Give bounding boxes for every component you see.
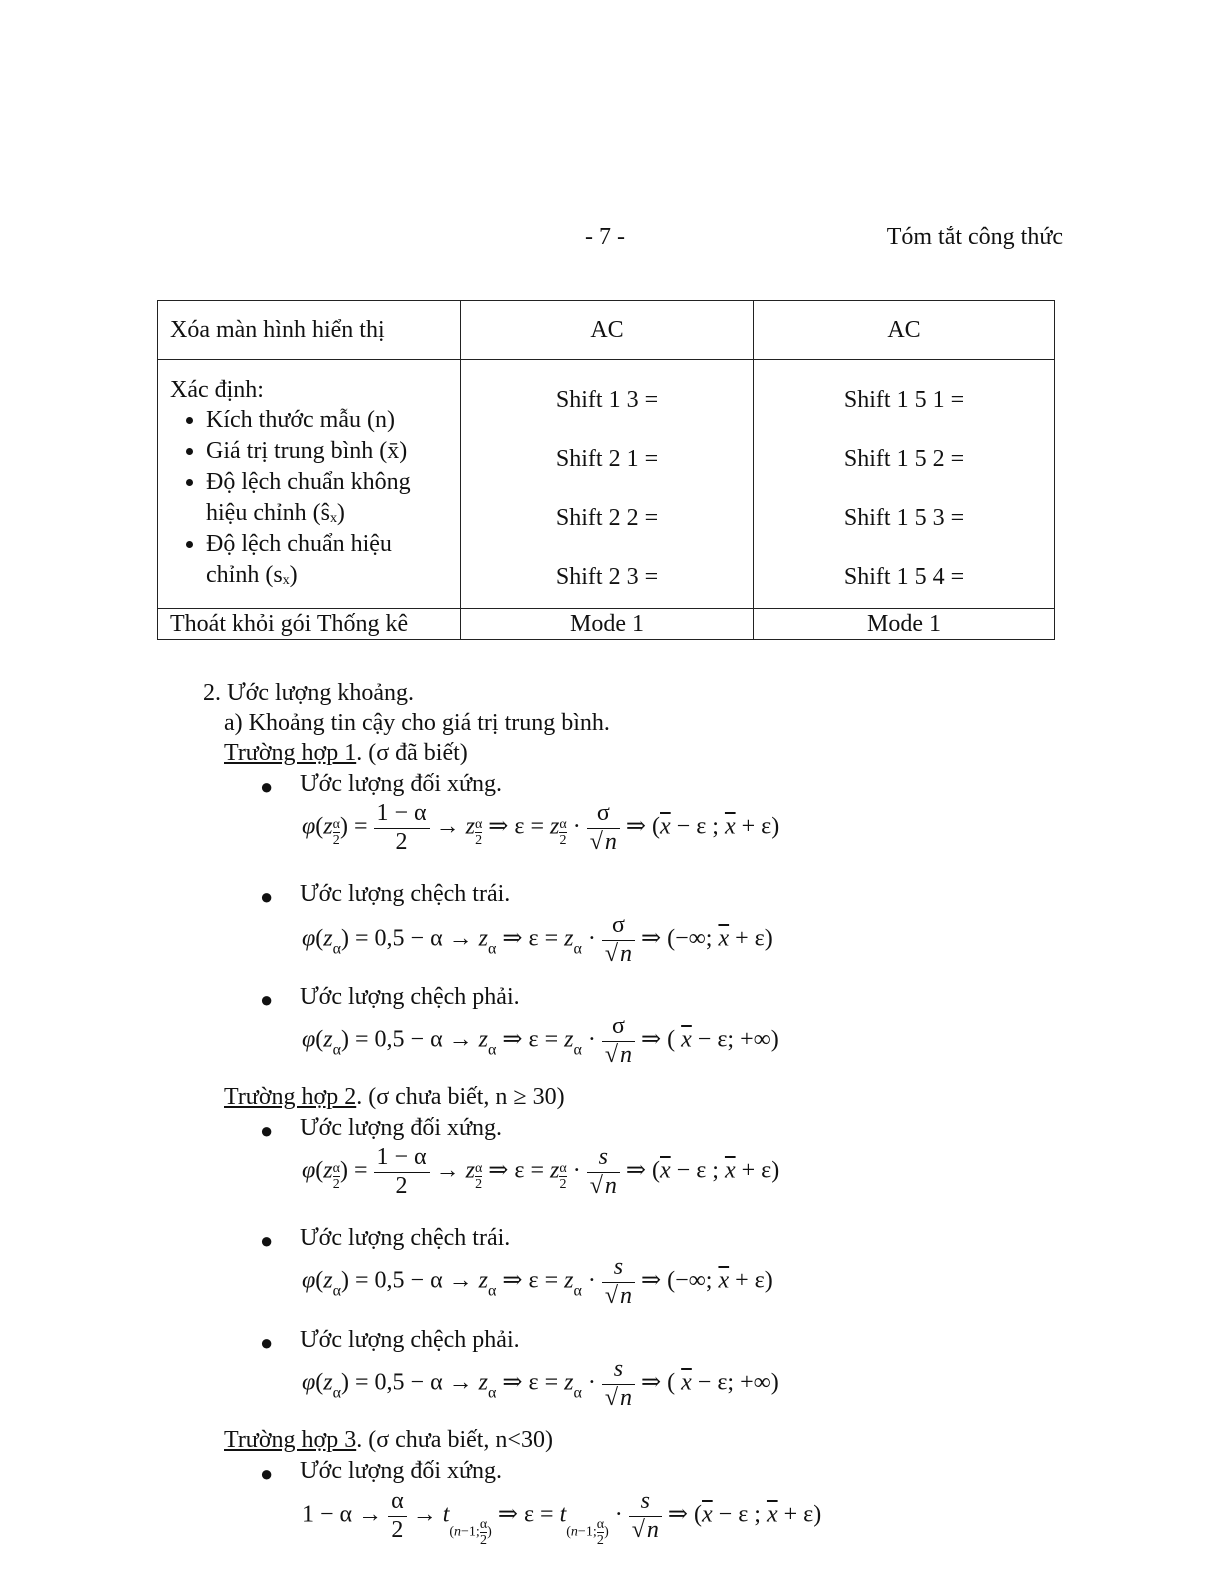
key-sequence: Shift 2 2 = bbox=[555, 505, 659, 531]
formula-3: $\varphi(z_\alpha) = 0,5 - \alpha \to z_\alpha$ ⇒ $\varepsilon = z_\alpha$ · $\frac{\sigma}{√n}$ ⇒ ( $\overline{x} - \varepsilon$; +∞) bbox=[302, 1013, 779, 1068]
case-label: Trường hợp 1 bbox=[224, 740, 357, 766]
table-row bbox=[158, 360, 1055, 609]
case-condition: . (σ đã biết) bbox=[356, 740, 468, 766]
calculator-table bbox=[157, 300, 1055, 640]
case-2-heading bbox=[224, 1084, 565, 1111]
formula-7: 1 − α → $\frac{\alpha}{2}$ → t(n−1; $\frac{\alpha}{2}$ ) ⇒ ε = t(n−1; $\frac{\alpha}{2}$ ) · $\frac{s}{√n}$ ⇒ ($\overline{x} - \varepsilon$ ; $\overline{x} + \varepsilon$) bbox=[302, 1488, 822, 1548]
table-row bbox=[158, 609, 1055, 640]
formula-2: $\varphi(z_\alpha) = 0,5 - \alpha \to z_\alpha$ ⇒ $\varepsilon = z_\alpha$ · $\frac{\sigma}{√n}$ ⇒ (−∞; $\overline{x} + \varepsilon$) bbox=[302, 912, 773, 967]
key-sequence: Shift 1 3 = bbox=[555, 387, 659, 413]
bullet-left: Ước lượng chệch trái. bbox=[300, 881, 511, 907]
key-sequence: AC bbox=[461, 301, 754, 360]
row-label bbox=[158, 360, 461, 609]
key-sequence: Mode 1 bbox=[461, 609, 754, 640]
page-number: - 7 - bbox=[585, 224, 625, 250]
case-condition: . (σ chưa biết, n<30) bbox=[356, 1427, 553, 1453]
key-sequence: Shift 1 5 1 = bbox=[843, 387, 965, 413]
subsection-heading: a) Khoảng tin cậy cho giá trị trung bình. bbox=[224, 710, 610, 736]
running-title: Tóm tắt công thức bbox=[886, 224, 1063, 250]
key-sequence: Shift 1 5 2 = bbox=[843, 446, 965, 472]
key-sequence: Mode 1 bbox=[754, 609, 1055, 640]
case-1-heading bbox=[224, 740, 468, 767]
case-label: Trường hợp 3 bbox=[224, 1427, 357, 1453]
case-condition: . (σ chưa biết, n ≥ 30) bbox=[356, 1084, 565, 1110]
formula-4: φ(z $\frac{\alpha}{2}$ ) = $\frac{1 - \alpha}{2}$ → z $\frac{\alpha}{2}$ ⇒ ε = z $\frac{\alpha}{2}$ · $\frac{s}{√n}$ ⇒ ($\overline{x} - \varepsilon$ ; $\overline{x} + \varepsilon$) bbox=[302, 1144, 780, 1199]
bullet-icon: ● bbox=[260, 774, 274, 799]
bullet-left: Ước lượng chệch trái. bbox=[300, 1225, 511, 1251]
definition-title: Xác định: bbox=[170, 377, 264, 403]
key-column bbox=[461, 360, 754, 609]
case-3-heading bbox=[224, 1427, 553, 1454]
list-item: • Độ lệch chuẩn hiệu chỉnh (sₓ) bbox=[206, 529, 448, 591]
list-item: • Kích thước mẫu (n) bbox=[206, 405, 448, 436]
formula-6: $\varphi(z_\alpha) = 0,5 - \alpha \to z_\alpha$ ⇒ $\varepsilon = z_\alpha$ · $\frac{s}{√n}$ ⇒ ( $\overline{x} - \varepsilon$; +∞) bbox=[302, 1356, 779, 1411]
bullet-icon: ● bbox=[260, 987, 274, 1012]
formula-1: φ(z $\frac{\alpha}{2}$ ) = $\frac{1 - \alpha}{2}$ → z $\frac{\alpha}{2}$ ⇒ ε = z $\frac{\alpha}{2}$ · $\frac{\sigma}{√n}$ ⇒ ($\overline{x} - \varepsilon$ ; $\overline{x} + \varepsilon$) bbox=[302, 800, 780, 855]
section-heading: 2. Ước lượng khoảng. bbox=[203, 680, 414, 706]
case-label: Trường hợp 2 bbox=[224, 1084, 357, 1110]
row-label: Thoát khỏi gói Thống kê bbox=[158, 609, 461, 640]
bullet-icon: ● bbox=[260, 1228, 274, 1253]
definition-list bbox=[170, 405, 448, 595]
list-item: • Giá trị trung bình (x̄) bbox=[206, 436, 448, 467]
bullet-icon: ● bbox=[260, 884, 274, 909]
key-sequence: Shift 2 1 = bbox=[555, 446, 659, 472]
key-column bbox=[754, 360, 1055, 609]
bullet-symmetric: Ước lượng đối xứng. bbox=[300, 1115, 503, 1141]
row-label: Xóa màn hình hiển thị bbox=[158, 301, 461, 360]
bullet-icon: ● bbox=[260, 1330, 274, 1355]
table-row bbox=[158, 301, 1055, 360]
key-sequence: AC bbox=[754, 301, 1055, 360]
bullet-right: Ước lượng chệch phải. bbox=[300, 1327, 520, 1353]
bullet-icon: ● bbox=[260, 1461, 274, 1486]
key-sequence: Shift 2 3 = bbox=[555, 564, 659, 590]
list-item: • Độ lệch chuẩn không hiệu chỉnh (ŝₓ) bbox=[206, 467, 448, 529]
bullet-symmetric: Ước lượng đối xứng. bbox=[300, 771, 503, 797]
bullet-right: Ước lượng chệch phải. bbox=[300, 984, 520, 1010]
bullet-symmetric: Ước lượng đối xứng. bbox=[300, 1458, 503, 1484]
formula-5: $\varphi(z_\alpha) = 0,5 - \alpha \to z_\alpha$ ⇒ $\varepsilon = z_\alpha$ · $\frac{s}{√n}$ ⇒ (−∞; $\overline{x} + \varepsilon$) bbox=[302, 1254, 773, 1309]
key-sequence: Shift 1 5 3 = bbox=[843, 505, 965, 531]
key-sequence: Shift 1 5 4 = bbox=[843, 564, 965, 590]
bullet-icon: ● bbox=[260, 1118, 274, 1143]
